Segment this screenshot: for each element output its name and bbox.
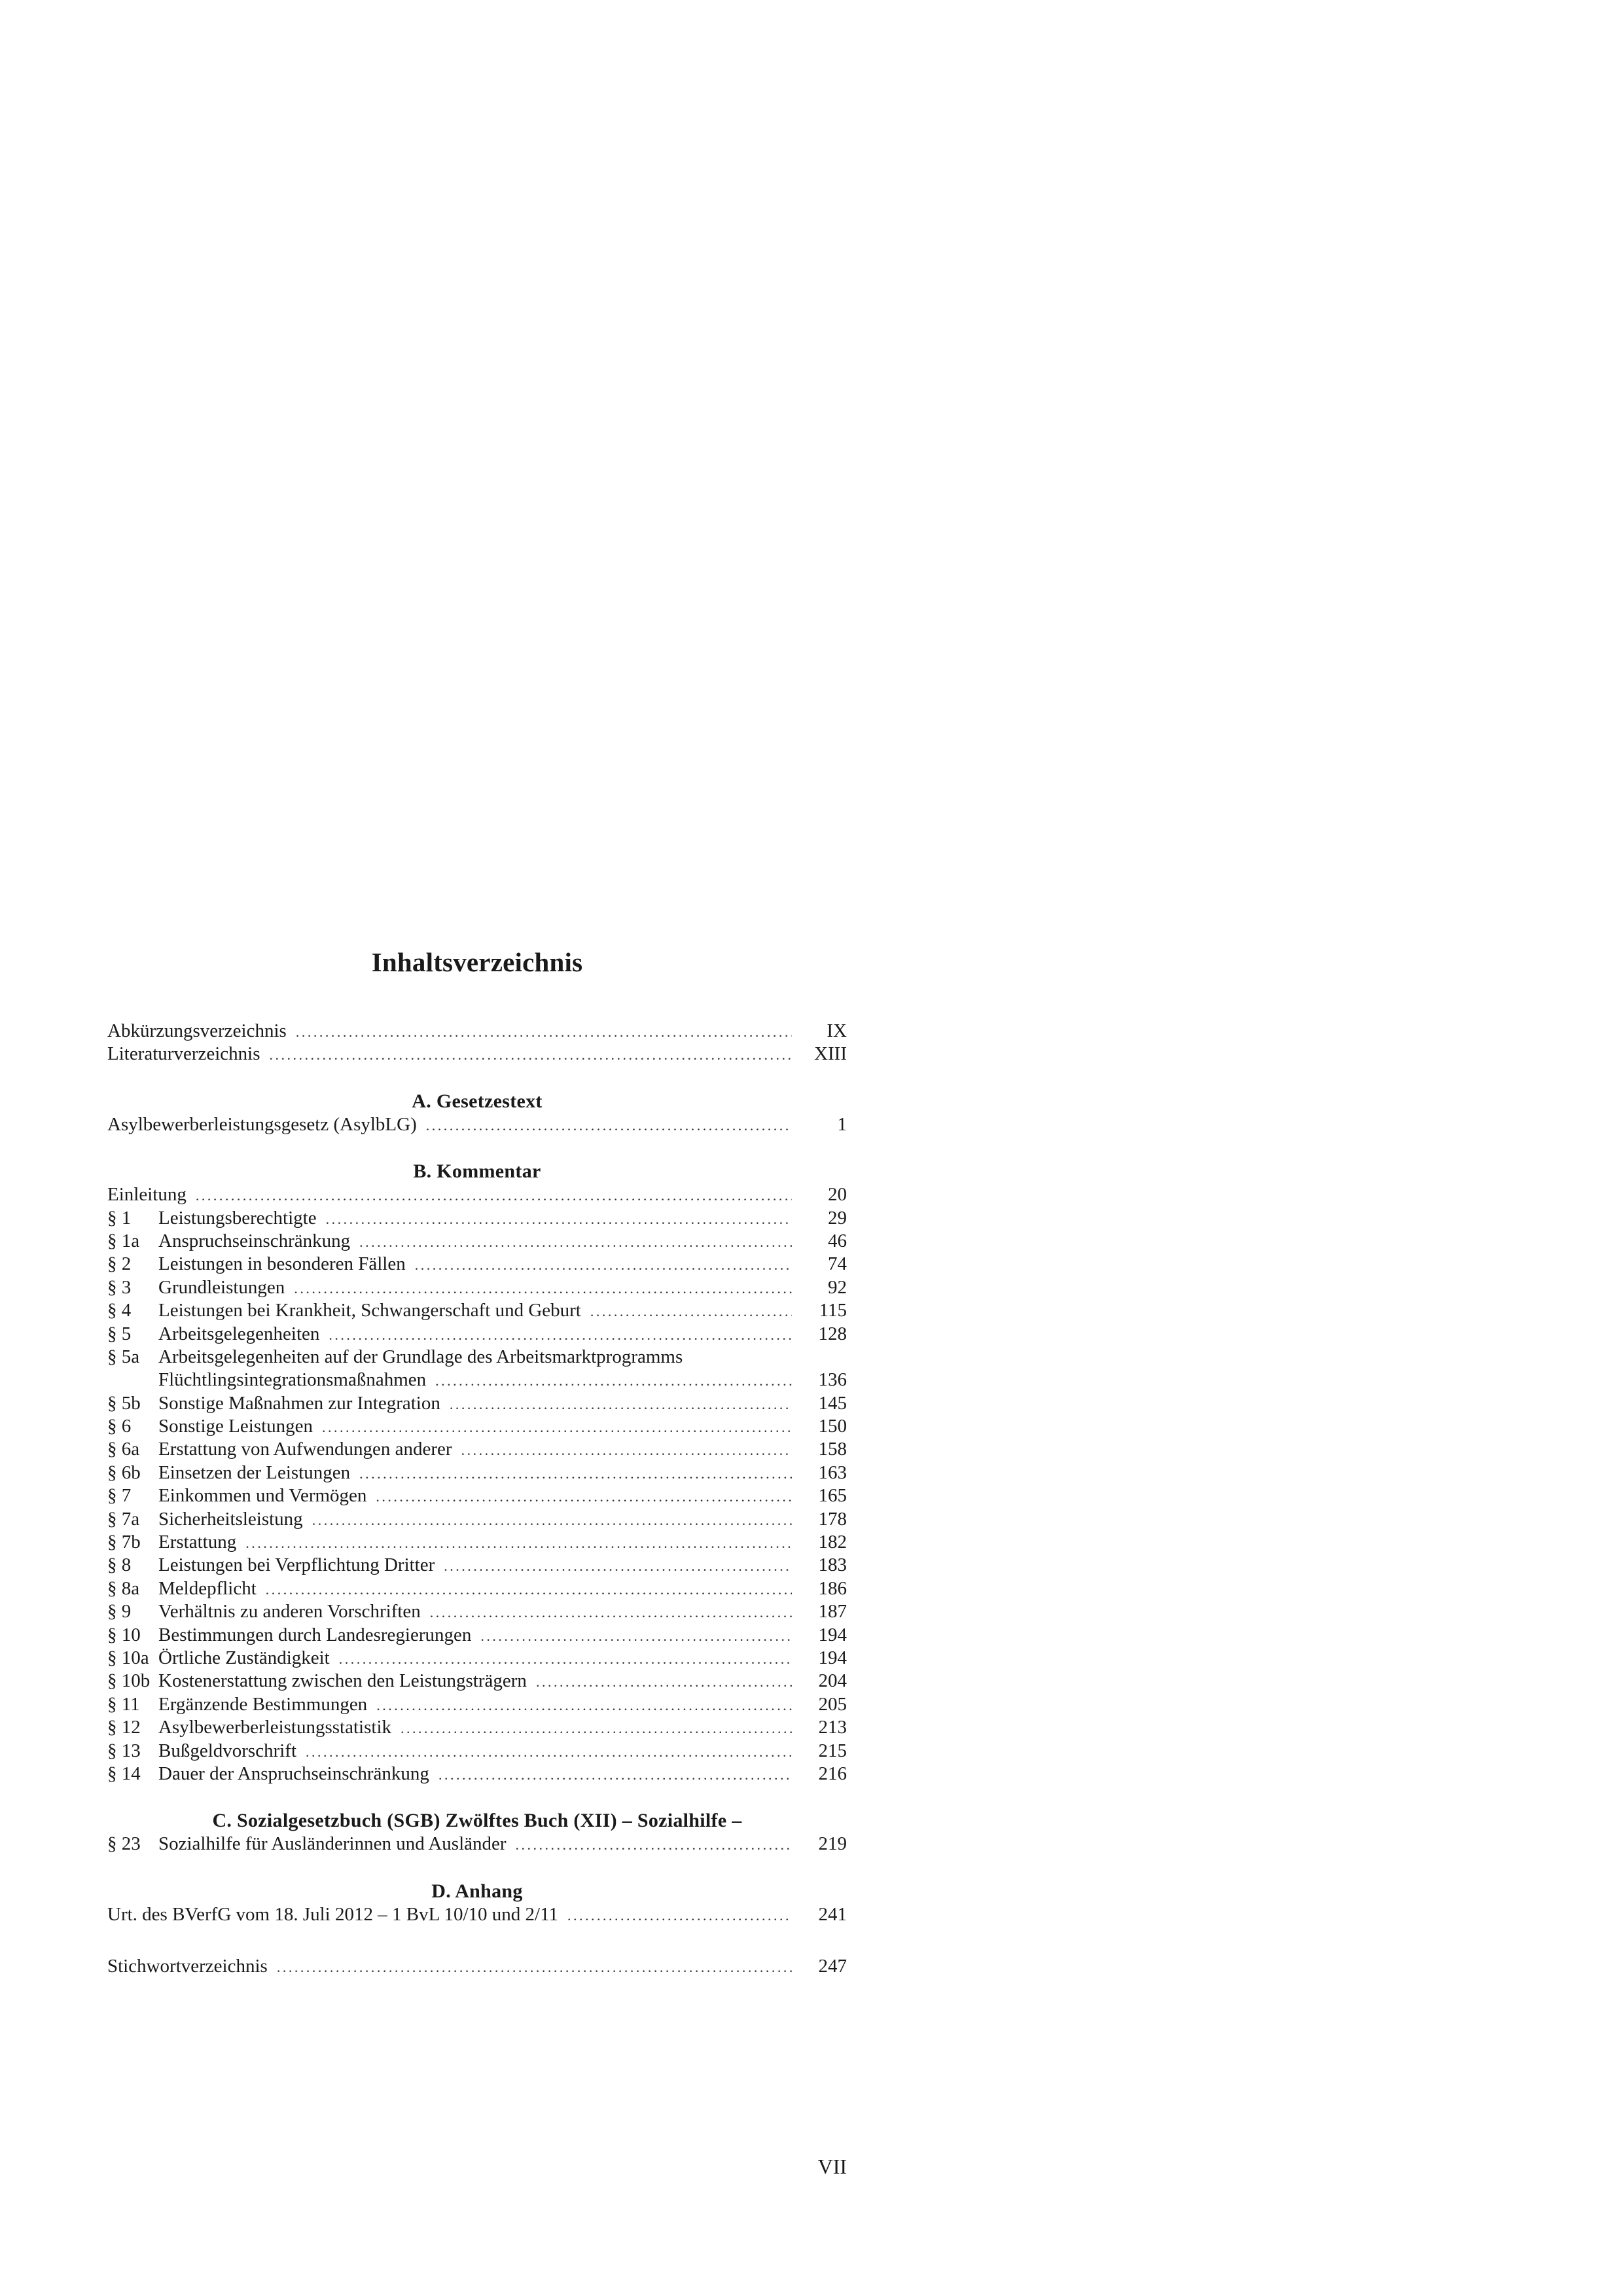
toc-entry-label: Sicherheitsleistung <box>158 1508 303 1530</box>
toc-entry-page: 29 <box>828 1207 847 1229</box>
toc-entry-einleitung[interactable] <box>107 1183 847 1206</box>
toc-entry-label: Sozialhilfe für Ausländerinnen und Ausländer <box>158 1833 507 1855</box>
toc-entry-number: § 10b <box>107 1670 151 1692</box>
toc-entry-label: Leistungen in besonderen Fällen <box>158 1253 406 1275</box>
spacer <box>107 982 847 1020</box>
leader-dots <box>438 1763 792 1786</box>
toc-entry-page: 145 <box>818 1392 847 1414</box>
toc-entry-number: § 12 <box>107 1717 141 1738</box>
toc-entry-label: Leistungsberechtigte <box>158 1207 317 1229</box>
toc-entry-label: Kostenerstattung zwischen den Leistungsträgern <box>158 1670 527 1692</box>
toc-entry-number: § 10a <box>107 1647 149 1668</box>
toc-entry-number: § 9 <box>107 1601 132 1623</box>
toc-entry-label: Urt. des BVerfG vom 18. Juli 2012 – 1 BvL 10/10 und 2/11 <box>107 1903 558 1925</box>
leader-dots <box>359 1230 792 1253</box>
toc-entry-page: 136 <box>818 1369 847 1391</box>
toc-entry-label-continuation: Flüchtlingsintegrationsmaßnahmen <box>158 1369 427 1391</box>
leader-dots <box>306 1740 792 1763</box>
toc-entry-continuation[interactable] <box>107 1369 847 1391</box>
toc-entry-page: 219 <box>818 1833 847 1855</box>
toc-entry-label: Arbeitsgelegenheiten <box>158 1323 320 1344</box>
toc-entry[interactable] <box>107 1276 847 1299</box>
toc-entry-page: 150 <box>818 1416 847 1437</box>
toc-entry[interactable] <box>107 1392 847 1415</box>
toc-entry-label: Asylbewerberleistungsgesetz (AsylbLG) <box>107 1113 417 1135</box>
toc-entry-page: 183 <box>818 1554 847 1576</box>
toc-entry-label: Erstattung von Aufwendungen anderer <box>158 1439 452 1460</box>
leader-dots <box>444 1554 792 1577</box>
toc-entry-number: § 6a <box>107 1439 140 1460</box>
toc-entry-page: 128 <box>818 1323 847 1344</box>
leader-dots <box>435 1369 792 1392</box>
toc-entry-par-23[interactable] <box>107 1833 847 1856</box>
toc-entry-page: 1 <box>837 1113 847 1135</box>
leader-dots <box>415 1253 792 1276</box>
spacer <box>107 1136 847 1160</box>
toc-entry[interactable] <box>107 1693 847 1716</box>
toc-entry-label: Bestimmungen durch Landesregierungen <box>158 1624 472 1645</box>
toc-entry-page: 204 <box>818 1670 847 1692</box>
toc-entry[interactable] <box>107 1531 847 1554</box>
toc-entry-label: Leistungen bei Krankheit, Schwangerschaft und Geburt <box>158 1300 581 1321</box>
leader-dots <box>450 1393 792 1416</box>
section-heading-c: C. Sozialgesetzbuch (SGB) Zwölftes Buch (XII) – Sozialhilfe – <box>212 1810 742 1832</box>
toc-entry-number: § 13 <box>107 1740 141 1761</box>
leader-dots <box>359 1462 792 1485</box>
toc-entry[interactable] <box>107 1647 847 1670</box>
toc-entry-number: § 8a <box>107 1577 140 1599</box>
toc-entry-page: XIII <box>814 1043 847 1065</box>
leader-dots <box>480 1624 792 1647</box>
toc-entry-page: 241 <box>818 1903 847 1925</box>
leader-dots <box>401 1717 792 1740</box>
toc-entry[interactable] <box>107 1299 847 1322</box>
section-heading-d: D. Anhang <box>431 1880 523 1902</box>
toc-entry-label: Literaturverzeichnis <box>107 1043 260 1065</box>
toc-entry[interactable] <box>107 1716 847 1739</box>
toc-entry-page: 163 <box>818 1462 847 1483</box>
section-b-list <box>107 1207 847 1786</box>
toc-entry-number: § 10 <box>107 1624 141 1645</box>
leader-dots <box>339 1647 792 1670</box>
toc-entry-label: Örtliche Zuständigkeit <box>158 1647 330 1668</box>
toc-entry-label: Dauer der Anspruchseinschränkung <box>158 1763 429 1784</box>
leader-dots <box>326 1208 792 1230</box>
toc-entry-label: Stichwortverzeichnis <box>107 1956 268 1977</box>
spacer <box>107 1856 847 1880</box>
toc-entry-page: 46 <box>828 1230 847 1251</box>
toc-entry-label: Einkommen und Vermögen <box>158 1485 367 1507</box>
toc-entry-index[interactable] <box>107 1955 847 1978</box>
toc-entry-number: § 23 <box>107 1833 141 1855</box>
toc-entry-label: Leistungen bei Verpflichtung Dritter <box>158 1554 435 1576</box>
toc-entry-number: § 7 <box>107 1485 132 1507</box>
toc-entry-number: § 4 <box>107 1300 132 1321</box>
toc-entry-page: 74 <box>828 1253 847 1275</box>
toc-entry-page: 213 <box>818 1717 847 1738</box>
toc-entry-number: § 1a <box>107 1230 140 1251</box>
toc-entry[interactable] <box>107 1577 847 1600</box>
leader-dots <box>430 1601 792 1624</box>
section-heading-b: B. Kommentar <box>413 1160 541 1183</box>
leader-dots <box>590 1300 792 1323</box>
leader-dots <box>294 1277 792 1300</box>
spacer <box>107 1785 847 1809</box>
toc-entry-label: Abkürzungsverzeichnis <box>107 1020 287 1041</box>
toc-entry-page: 20 <box>828 1184 847 1206</box>
toc-entry-page: 115 <box>819 1300 847 1321</box>
toc-entry[interactable] <box>107 1462 847 1484</box>
toc-entry-number: § 2 <box>107 1253 132 1275</box>
toc-entry-page: 182 <box>818 1532 847 1553</box>
toc-entry-literature[interactable] <box>107 1043 847 1066</box>
toc-entry-page: IX <box>827 1020 847 1041</box>
toc-entry-page: 247 <box>818 1956 847 1977</box>
toc-entry-label: Sonstige Leistungen <box>158 1416 313 1437</box>
toc-entry[interactable] <box>107 1230 847 1253</box>
toc-entry[interactable] <box>107 1600 847 1623</box>
toc-entry-page: 215 <box>818 1740 847 1761</box>
toc-entry-abbreviations[interactable] <box>107 1020 847 1043</box>
toc-entry[interactable] <box>107 1415 847 1438</box>
toc-entry-asylblg[interactable] <box>107 1113 847 1136</box>
toc-entry-page: 187 <box>818 1601 847 1623</box>
toc-entry[interactable] <box>107 1207 847 1230</box>
toc-entry-label: Grundleistungen <box>158 1276 285 1298</box>
toc-entry-label: Asylbewerberleistungsstatistik <box>158 1717 392 1738</box>
toc-entry-number: § 5b <box>107 1392 141 1414</box>
toc-entry[interactable] <box>107 1323 847 1346</box>
toc-entry-label: Erstattung <box>158 1532 237 1553</box>
toc-entry-page: 205 <box>818 1693 847 1715</box>
leader-dots <box>516 1833 792 1856</box>
toc-entry-label: Sonstige Maßnahmen zur Integration <box>158 1392 440 1414</box>
toc-entry[interactable] <box>107 1253 847 1276</box>
leader-dots <box>376 1694 792 1717</box>
leader-dots <box>312 1509 792 1532</box>
toc-entry-number: § 5 <box>107 1323 132 1344</box>
toc-entry-number: § 14 <box>107 1763 141 1784</box>
table-of-contents <box>107 942 847 1979</box>
toc-entry-page: 165 <box>818 1485 847 1507</box>
toc-entry-label: Ergänzende Bestimmungen <box>158 1693 368 1715</box>
leader-dots <box>245 1532 792 1554</box>
toc-entry-page: 158 <box>818 1439 847 1460</box>
leader-dots <box>266 1578 792 1601</box>
toc-entry-number: § 5a <box>107 1346 140 1367</box>
toc-entry-label: Einleitung <box>107 1184 187 1206</box>
toc-entry[interactable] <box>107 1670 847 1693</box>
toc-entry-number: § 6 <box>107 1416 132 1437</box>
toc-entry-number: § 11 <box>107 1693 140 1715</box>
leader-dots <box>322 1416 792 1439</box>
leader-dots <box>277 1956 792 1979</box>
toc-entry-number: § 7b <box>107 1532 141 1553</box>
toc-entry[interactable] <box>107 1624 847 1647</box>
toc-entry-label: Bußgeldvorschrift <box>158 1740 297 1761</box>
toc-entry[interactable] <box>107 1554 847 1577</box>
leader-dots <box>296 1020 792 1043</box>
toc-entry-label: Arbeitsgelegenheiten auf der Grundlage des Arbeitsmarktprogramms <box>158 1346 683 1367</box>
spacer <box>107 1066 847 1090</box>
toc-entry[interactable] <box>107 1346 847 1369</box>
page-title: Inhaltsverzeichnis <box>371 947 583 977</box>
toc-entry[interactable] <box>107 1740 847 1763</box>
toc-entry-number: § 7a <box>107 1508 140 1530</box>
leader-dots <box>376 1485 792 1508</box>
toc-entry[interactable] <box>107 1438 847 1461</box>
toc-entry[interactable] <box>107 1763 847 1785</box>
toc-entry-page: 216 <box>818 1763 847 1784</box>
toc-entry-label: Verhältnis zu anderen Vorschriften <box>158 1601 421 1623</box>
leader-dots <box>567 1904 792 1927</box>
section-heading-a: A. Gesetzestext <box>412 1090 543 1112</box>
toc-entry[interactable] <box>107 1484 847 1507</box>
toc-entry-label: Meldepflicht <box>158 1577 257 1599</box>
spacer <box>107 1926 847 1955</box>
toc-entry-page: 178 <box>818 1508 847 1530</box>
toc-entry[interactable] <box>107 1508 847 1531</box>
page-number: VII <box>817 2155 847 2178</box>
toc-entry-number: § 8 <box>107 1554 132 1576</box>
leader-dots <box>536 1670 792 1693</box>
leader-dots <box>461 1439 792 1462</box>
toc-entry-page: 194 <box>818 1624 847 1645</box>
toc-entry-page: 92 <box>828 1276 847 1298</box>
toc-entry-label: Anspruchseinschränkung <box>158 1230 351 1251</box>
toc-entry-number: § 3 <box>107 1276 132 1298</box>
toc-entry-number: § 6b <box>107 1462 141 1483</box>
leader-dots <box>426 1114 792 1137</box>
leader-dots <box>329 1323 792 1346</box>
toc-entry-page: 194 <box>818 1647 847 1668</box>
toc-entry-label: Einsetzen der Leistungen <box>158 1462 351 1483</box>
toc-entry-number: § 1 <box>107 1207 132 1229</box>
leader-dots <box>270 1043 793 1066</box>
toc-entry-page: 186 <box>818 1577 847 1599</box>
toc-entry-bverfg[interactable] <box>107 1903 847 1926</box>
leader-dots <box>196 1184 792 1207</box>
